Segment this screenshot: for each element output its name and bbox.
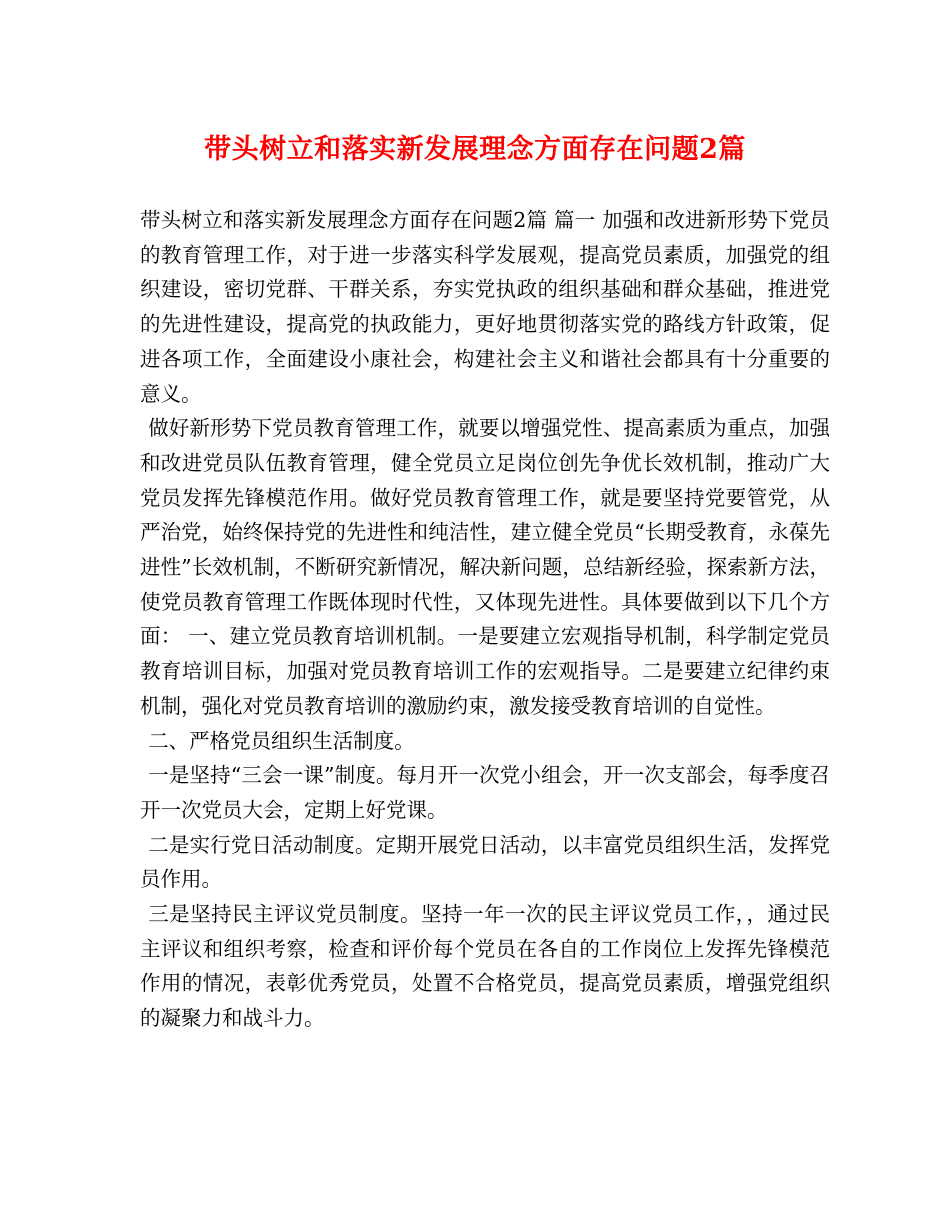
paragraph-three-meetings: 一是坚持“三会一课”制度。每月开一次党小组会，开一次支部会，每季度召开一次党员大会，定期上好党课。 <box>140 763 830 822</box>
paragraph-intro: 带头树立和落实新发展理念方面存在问题2篇 篇一 加强和改进新形势下党员的教育管理工作，对于进一步落实科学发展观，提高党员素质，加强党的组织建设，密切党群、干群关系，夯实党执政的组织基础和群众基础，推进党的先进性建设，提高党的执政能力，更好地贯彻落实党的路线方针政策，促进各项工作，全面建设小康社会，构建社会主义和谐社会都具有十分重要的意义。 <box>140 208 830 406</box>
document-title: 带头树立和落实新发展理念方面存在问题2篇 <box>204 134 746 165</box>
document-body <box>140 203 830 1036</box>
paragraph-education-management: 做好新形势下党员教育管理工作，就要以增强党性、提高素质为重点，加强和改进党员队伍教育管理，健全党员立足岗位创先争优长效机制，推动广大党员发挥先锋模范作用。做好党员教育管理工作，就是要坚持党要管党，从严治党，始终保持党的先进性和纯洁性，建立健全党员“长期受教育，永葆先进性”长效机制，不断研究新情况，解决新问题，总结新经验，探索新方法，使党员教育管理工作既体现时代性，又体现先进性。具体要做到以下几个方面： 一、建立党员教育培训机制。一是要建立宏观指导机制，科学制定党员教育培训目标，加强对党员教育培训工作的宏观指导。二是要建立纪律约束机制，强化对党员教育培训的激励约束，激发接受教育培训的自觉性。 <box>140 416 830 718</box>
paragraph-section-two-heading: 二、严格党员组织生活制度。 <box>148 728 415 753</box>
paragraph-party-day: 二是实行党日活动制度。定期开展党日活动，以丰富党员组织生活，发挥党员作用。 <box>140 832 830 892</box>
paragraph-democratic-review: 三是坚持民主评议党员制度。坚持一年一次的民主评议党员工作，，通过民主评议和组织考察，检查和评价每个党员在各自的工作岗位上发挥先锋模范作用的情况，表彰优秀党员，处置不合格党员，提高党员素质，增强党组织的凝聚力和战斗力。 <box>140 902 830 1031</box>
